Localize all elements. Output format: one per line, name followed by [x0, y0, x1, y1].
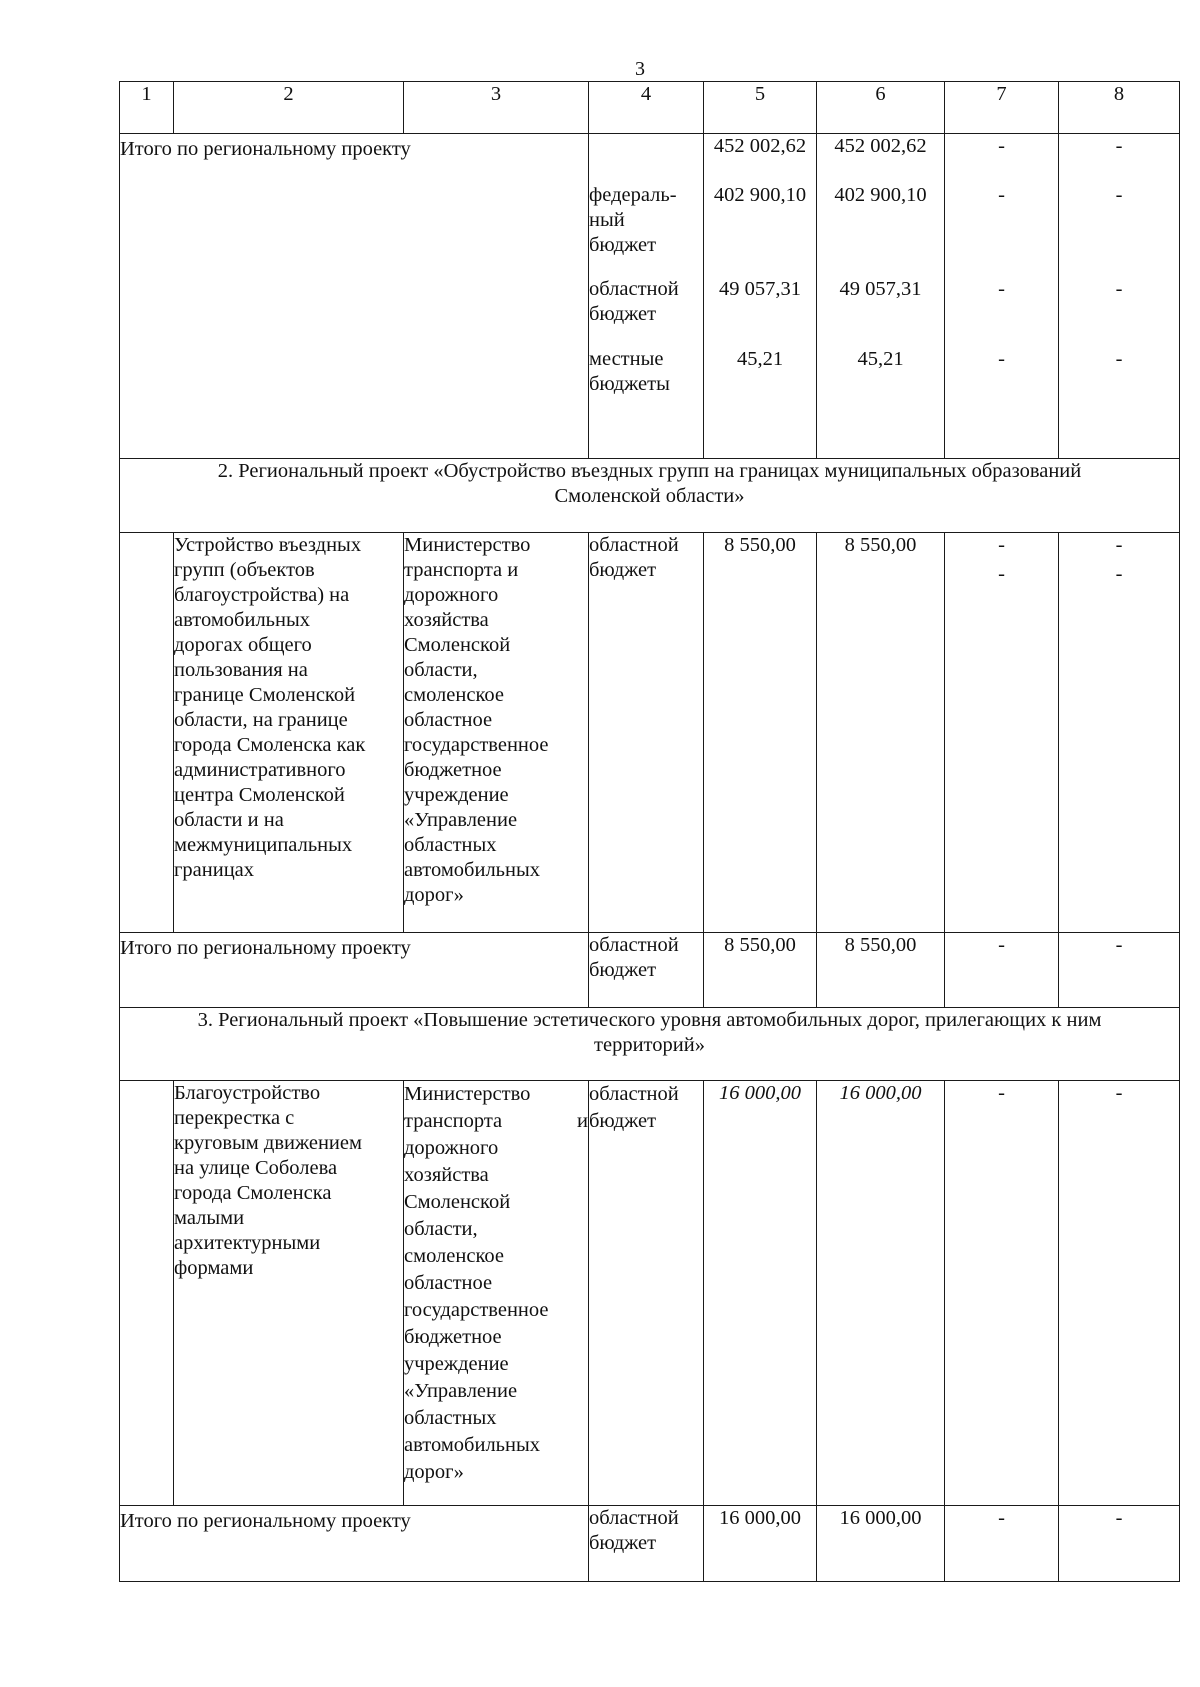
- executor-line: «Управление: [404, 1380, 518, 1402]
- executor-line: [404, 1108, 588, 1135]
- dash-value: -: [1115, 278, 1123, 300]
- executor-line: областных: [404, 834, 497, 856]
- funding-source-cell: [589, 933, 704, 1008]
- amount-value: 452 002,62: [713, 135, 807, 157]
- executor-line: Министерство: [404, 534, 531, 556]
- source-line: областной: [589, 534, 679, 556]
- item-name-cell: [174, 533, 404, 933]
- item-name-line: на улице Соболева: [174, 1157, 338, 1179]
- item-name-line: пользования на: [174, 659, 308, 681]
- amount-value: 49 057,31: [719, 278, 801, 300]
- column-header: 5: [704, 82, 817, 134]
- executor-line: областное: [404, 1272, 493, 1294]
- amount-col6-cell: [817, 1081, 945, 1506]
- item-name-line: Устройство въездных: [174, 534, 362, 556]
- row-number-cell: [120, 533, 174, 933]
- source-line: бюджет: [589, 234, 657, 256]
- source-line: областной: [589, 1507, 679, 1529]
- source-line: бюджет: [589, 303, 657, 325]
- source-local: [589, 347, 703, 397]
- executor-line: государственное: [404, 1299, 549, 1321]
- item-name-line: архитектурными: [174, 1232, 321, 1254]
- source-line: областной: [589, 1083, 679, 1105]
- amount-value: 16 000,00: [839, 1082, 922, 1104]
- section3-title-row: [120, 1008, 1180, 1081]
- page-number: 3: [635, 58, 645, 80]
- column-header: 2: [174, 82, 404, 134]
- item-name-line: центра Смоленской: [174, 784, 345, 806]
- dash-value: -: [998, 184, 1005, 206]
- dash-value: -: [1115, 135, 1123, 157]
- source-line: местные: [589, 348, 664, 370]
- section-title-line: Смоленской области»: [554, 485, 745, 507]
- section-title-line: 2. Региональный проект «Обустройство въездных групп на границах муниципальных образований: [217, 460, 1082, 482]
- executor-line: областных: [404, 1407, 497, 1429]
- section3-item-row: [120, 1081, 1180, 1506]
- executor-line: дорожного: [404, 1137, 499, 1159]
- item-name-line: формами: [174, 1257, 254, 1279]
- item-name-line: области, на границе: [174, 709, 348, 731]
- executor-word: транспорта: [404, 1110, 503, 1132]
- item-name-line: автомобильных: [174, 609, 311, 631]
- source-line: бюджет: [589, 959, 657, 981]
- item-name-line: групп (объектов: [174, 559, 315, 581]
- row-number-cell: [120, 1081, 174, 1506]
- executor-line: транспорта и: [404, 559, 519, 581]
- executor-line: области,: [404, 1218, 478, 1240]
- source-line: бюджет: [589, 559, 657, 581]
- amount-value: 16 000,00: [839, 1507, 922, 1529]
- executor-cell: [404, 1081, 589, 1506]
- amount-value: 402 900,10: [713, 184, 807, 206]
- executor-line: дорог»: [404, 1461, 464, 1483]
- item-name-line: Благоустройство: [174, 1082, 321, 1104]
- budget-table-frame: [119, 81, 1179, 1582]
- item-name-line: малыми: [174, 1207, 245, 1229]
- source-total-blank: [589, 134, 703, 183]
- funding-source-cell: [589, 134, 704, 459]
- item-name-cell: [174, 1081, 404, 1506]
- dash-value: -: [1115, 563, 1123, 585]
- column-header: 4: [589, 82, 704, 134]
- total-label: Итого по региональному проекту: [120, 1510, 411, 1532]
- section2-total-row: [120, 933, 1180, 1008]
- dash-value: -: [998, 534, 1005, 556]
- item-name-line: благоустройства) на: [174, 584, 350, 606]
- col8-cell: [1059, 533, 1180, 933]
- amount-value: 16 000,00: [719, 1082, 801, 1104]
- item-name-line: административного: [174, 759, 346, 781]
- amount-col6-cell: [817, 134, 945, 459]
- column-header: 7: [945, 82, 1059, 134]
- total-label-cell: [120, 1506, 589, 1582]
- project1-total-row: [120, 134, 1180, 459]
- executor-line: областное: [404, 709, 493, 731]
- amount-col6-cell: [817, 933, 945, 1008]
- executor-line: автомобильных: [404, 1434, 541, 1456]
- amount-col5-cell: [704, 533, 817, 933]
- column-header: 1: [120, 82, 174, 134]
- dash-value: -: [998, 934, 1005, 956]
- amount-value: 8 550,00: [724, 534, 796, 556]
- executor-line: учреждение: [404, 784, 509, 806]
- executor-line: автомобильных: [404, 859, 541, 881]
- executor-line: бюджетное: [404, 759, 502, 781]
- section-title: [120, 1008, 1180, 1081]
- col8-cell: [1059, 933, 1180, 1008]
- item-name-line: границе Смоленской: [174, 684, 356, 706]
- item-name-line: дорогах общего: [174, 634, 312, 656]
- amount-value: 49 057,31: [839, 278, 922, 300]
- amount-value: 8 550,00: [844, 534, 917, 556]
- dash-value: -: [998, 278, 1005, 300]
- dash-value: -: [1115, 1082, 1123, 1104]
- section3-total-row: [120, 1506, 1180, 1582]
- funding-source-cell: [589, 1506, 704, 1582]
- source-regional: [589, 277, 703, 347]
- source-line: областной: [589, 278, 679, 300]
- amount-value: 452 002,62: [834, 135, 927, 157]
- col7-cell: [945, 1506, 1059, 1582]
- total-label-cell: [120, 134, 589, 459]
- dash-value: -: [1115, 348, 1123, 370]
- amount-col6-cell: [817, 533, 945, 933]
- total-label: Итого по региональному проекту: [120, 138, 411, 160]
- executor-line: учреждение: [404, 1353, 509, 1375]
- dash-value: -: [1115, 934, 1123, 956]
- executor-line: смоленское: [404, 1245, 504, 1267]
- total-label-cell: [120, 933, 589, 1008]
- dash-value: -: [1115, 184, 1123, 206]
- executor-line: дорог»: [404, 884, 464, 906]
- amount-value: 402 900,10: [834, 184, 927, 206]
- col8-cell: [1059, 1081, 1180, 1506]
- executor-line: Смоленской: [404, 634, 511, 656]
- source-line: бюджеты: [589, 373, 670, 395]
- col7-cell: [945, 1081, 1059, 1506]
- column-header: 6: [817, 82, 945, 134]
- column-header: 3: [404, 82, 589, 134]
- executor-line: Министерство: [404, 1083, 531, 1105]
- amount-value: 45,21: [736, 348, 784, 370]
- dash-value: -: [998, 1082, 1005, 1104]
- funding-source-cell: [589, 1081, 704, 1506]
- amount-value: 45,21: [857, 348, 904, 370]
- amount-col5-cell: [704, 134, 817, 459]
- item-name-line: границах: [174, 859, 255, 881]
- executor-word: и: [577, 1110, 588, 1132]
- col7-cell: [945, 533, 1059, 933]
- dash-value: -: [998, 563, 1005, 585]
- dash-value: -: [1115, 1507, 1123, 1529]
- amount-value: 8 550,00: [844, 934, 917, 956]
- section2-title-row: [120, 459, 1180, 533]
- source-line: областной: [589, 934, 679, 956]
- executor-line: «Управление: [404, 809, 518, 831]
- executor-line: бюджетное: [404, 1326, 502, 1348]
- dash-value: -: [998, 348, 1005, 370]
- section-title-line: 3. Региональный проект «Повышение эстетического уровня автомобильных дорог, прилегающих к ним: [197, 1009, 1102, 1031]
- item-name-line: межмуниципальных: [174, 834, 353, 856]
- source-line: ный: [589, 209, 625, 231]
- source-line: федераль-: [589, 184, 677, 206]
- amount-value: 8 550,00: [724, 934, 796, 956]
- executor-line: хозяйства: [404, 1164, 489, 1186]
- executor-line: дорожного: [404, 584, 499, 606]
- col8-cell: [1059, 1506, 1180, 1582]
- funding-source-cell: [589, 533, 704, 933]
- item-name-line: города Смоленска как: [174, 734, 366, 756]
- source-line: бюджет: [589, 1110, 657, 1132]
- executor-line: хозяйства: [404, 609, 489, 631]
- section2-item-row: [120, 533, 1180, 933]
- item-name-line: области и на: [174, 809, 284, 831]
- col7-cell: [945, 134, 1059, 459]
- executor-line: области,: [404, 659, 478, 681]
- budget-table: [119, 81, 1180, 1582]
- dash-value: -: [1115, 534, 1123, 556]
- section-title: [120, 459, 1180, 533]
- column-number-row: [120, 82, 1180, 134]
- dash-value: -: [998, 135, 1005, 157]
- amount-col6-cell: [817, 1506, 945, 1582]
- item-name-line: круговым движением: [174, 1132, 362, 1154]
- item-name-line: города Смоленска: [174, 1182, 332, 1204]
- section-title-line: территорий»: [594, 1034, 705, 1056]
- amount-value: 16 000,00: [719, 1507, 801, 1529]
- amount-col5-cell: [704, 1081, 817, 1506]
- executor-rest: [404, 1135, 588, 1486]
- total-label: Итого по региональному проекту: [120, 937, 411, 959]
- dash-value: -: [998, 1507, 1005, 1529]
- col8-cell: [1059, 134, 1180, 459]
- col7-cell: [945, 933, 1059, 1008]
- executor-cell: [404, 533, 589, 933]
- amount-col5-cell: [704, 1506, 817, 1582]
- executor-line: государственное: [404, 734, 549, 756]
- column-header: 8: [1059, 82, 1180, 134]
- source-federal: [589, 183, 703, 277]
- executor-line: Смоленской: [404, 1191, 511, 1213]
- source-line: бюджет: [589, 1532, 657, 1554]
- amount-col5-cell: [704, 933, 817, 1008]
- executor-line: смоленское: [404, 684, 504, 706]
- item-name-line: перекрестка с: [174, 1107, 295, 1129]
